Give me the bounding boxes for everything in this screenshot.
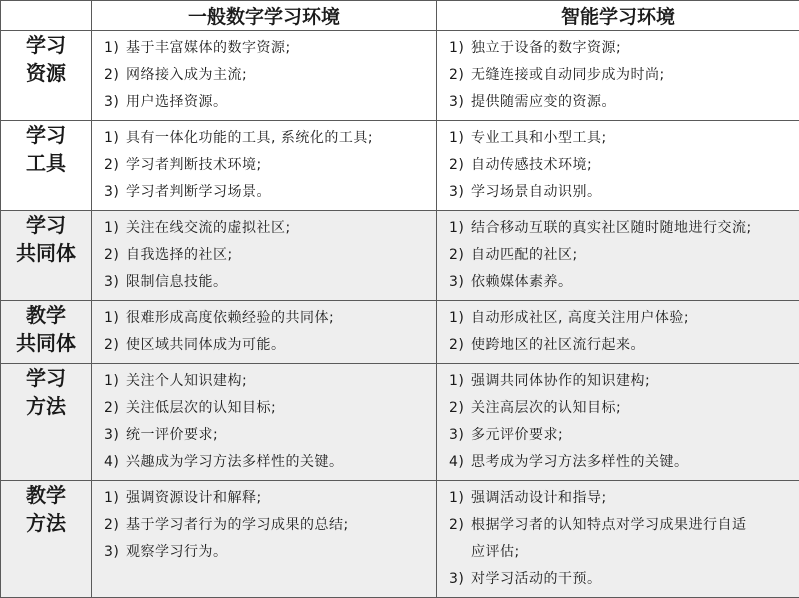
row-label	[1, 121, 92, 211]
list-item	[449, 332, 799, 359]
item-text-continued: 应评估;	[449, 539, 799, 566]
row-label-line: 学习	[1, 211, 91, 239]
item-text: 学习场景自动识别。	[471, 184, 602, 200]
list-item	[104, 305, 436, 332]
item-number: 3)	[104, 89, 126, 116]
table-row	[1, 31, 799, 121]
row-label	[1, 211, 92, 301]
list-item	[449, 395, 799, 422]
item-number: 3)	[449, 422, 471, 449]
row-label-line: 工具	[1, 149, 91, 177]
list-item	[449, 269, 799, 296]
list-item	[104, 179, 436, 206]
item-number: 3)	[449, 89, 471, 116]
list-item	[449, 566, 799, 593]
item-text: 很难形成高度依赖经验的共同体;	[126, 310, 334, 326]
item-text: 自动形成社区, 高度关注用户体验;	[471, 310, 689, 326]
list-item	[449, 449, 799, 476]
list-item	[104, 512, 436, 539]
list-item	[449, 305, 799, 332]
smart-cell	[437, 211, 799, 301]
general-list	[92, 364, 436, 480]
general-list	[92, 481, 436, 570]
smart-cell	[437, 301, 799, 364]
row-label	[1, 481, 92, 598]
row-label-line: 共同体	[1, 239, 91, 267]
item-text: 结合移动互联的真实社区随时随地进行交流;	[471, 220, 752, 236]
item-number: 1)	[104, 305, 126, 332]
item-text: 统一评价要求;	[126, 427, 218, 443]
item-number: 2)	[449, 62, 471, 89]
item-text: 自动传感技术环境;	[471, 157, 592, 173]
item-text: 专业工具和小型工具;	[471, 130, 607, 146]
smart-cell	[437, 481, 799, 598]
smart-list	[437, 211, 799, 300]
list-item	[449, 62, 799, 89]
list-item	[104, 332, 436, 359]
list-item	[104, 242, 436, 269]
smart-cell	[437, 121, 799, 211]
list-item	[104, 422, 436, 449]
item-text: 兴趣成为学习方法多样性的关键。	[126, 454, 344, 470]
general-cell	[92, 121, 437, 211]
table-row	[1, 211, 799, 301]
item-text: 根据学习者的认知特点对学习成果进行自适	[471, 517, 747, 533]
item-number: 2)	[449, 395, 471, 422]
item-number: 3)	[449, 269, 471, 296]
smart-list	[437, 121, 799, 210]
header-row	[1, 1, 799, 31]
list-item	[104, 449, 436, 476]
item-number: 2)	[104, 152, 126, 179]
row-label-line: 方法	[1, 392, 91, 420]
row-label-line: 共同体	[1, 329, 91, 357]
item-number: 4)	[104, 449, 126, 476]
row-label-line: 教学	[1, 301, 91, 329]
list-item	[449, 215, 799, 242]
table-row	[1, 481, 799, 598]
item-number: 1)	[104, 368, 126, 395]
smart-list	[437, 481, 799, 597]
item-number: 2)	[449, 242, 471, 269]
item-number: 1)	[449, 125, 471, 152]
item-text: 关注低层次的认知目标;	[126, 400, 276, 416]
table-row	[1, 121, 799, 211]
item-text: 提供随需应变的资源。	[471, 94, 616, 110]
list-item	[104, 269, 436, 296]
item-text: 强调共同体协作的知识建构;	[471, 373, 650, 389]
item-text: 思考成为学习方法多样性的关键。	[471, 454, 689, 470]
item-text: 多元评价要求;	[471, 427, 563, 443]
table-row	[1, 301, 799, 364]
item-number: 2)	[104, 512, 126, 539]
item-number: 1)	[104, 125, 126, 152]
item-text: 基于学习者行为的学习成果的总结;	[126, 517, 349, 533]
item-number: 2)	[104, 395, 126, 422]
item-text: 强调资源设计和解释;	[126, 490, 262, 506]
smart-list	[437, 31, 799, 120]
list-item	[104, 395, 436, 422]
row-label	[1, 364, 92, 481]
row-label-line: 学习	[1, 121, 91, 149]
item-text: 观察学习行为。	[126, 544, 228, 560]
list-item	[104, 368, 436, 395]
item-number: 2)	[104, 332, 126, 359]
item-number: 4)	[449, 449, 471, 476]
row-label	[1, 301, 92, 364]
general-list	[92, 31, 436, 120]
general-cell	[92, 364, 437, 481]
item-text: 自动匹配的社区;	[471, 247, 578, 263]
item-number: 3)	[104, 179, 126, 206]
item-text: 学习者判断学习场景。	[126, 184, 271, 200]
list-item	[104, 215, 436, 242]
header-general: 一般数字学习环境	[92, 1, 437, 31]
row-label-line: 资源	[1, 59, 91, 87]
item-text: 学习者判断技术环境;	[126, 157, 262, 173]
list-item	[449, 242, 799, 269]
list-item	[449, 35, 799, 62]
item-text: 网络接入成为主流;	[126, 67, 247, 83]
general-cell	[92, 301, 437, 364]
list-item	[449, 368, 799, 395]
item-number: 3)	[449, 179, 471, 206]
general-list	[92, 211, 436, 300]
list-item	[449, 152, 799, 179]
smart-list	[437, 301, 799, 363]
list-item	[104, 62, 436, 89]
row-label-line: 学习	[1, 364, 91, 392]
corner-cell	[1, 1, 92, 31]
list-item	[104, 89, 436, 116]
item-text: 限制信息技能。	[126, 274, 228, 290]
general-list	[92, 121, 436, 210]
item-number: 3)	[104, 422, 126, 449]
item-number: 1)	[449, 305, 471, 332]
item-text: 基于丰富媒体的数字资源;	[126, 40, 291, 56]
smart-list	[437, 364, 799, 480]
item-text: 使区域共同体成为可能。	[126, 337, 286, 353]
general-list	[92, 301, 436, 363]
item-number: 2)	[449, 512, 471, 539]
item-text: 对学习活动的干预。	[471, 571, 602, 587]
general-cell	[92, 211, 437, 301]
item-number: 1)	[449, 215, 471, 242]
list-item	[449, 422, 799, 449]
row-label-line: 教学	[1, 481, 91, 509]
item-text: 关注个人知识建构;	[126, 373, 247, 389]
list-item	[104, 35, 436, 62]
item-text: 独立于设备的数字资源;	[471, 40, 621, 56]
item-number: 1)	[104, 35, 126, 62]
list-item	[449, 512, 799, 566]
table-row	[1, 364, 799, 481]
item-number: 1)	[104, 215, 126, 242]
item-number: 2)	[104, 62, 126, 89]
item-number: 2)	[104, 242, 126, 269]
item-text: 关注在线交流的虚拟社区;	[126, 220, 291, 236]
smart-cell	[437, 364, 799, 481]
general-cell	[92, 31, 437, 121]
item-text: 用户选择资源。	[126, 94, 228, 110]
item-number: 1)	[104, 485, 126, 512]
row-label-line: 学习	[1, 31, 91, 59]
list-item	[449, 485, 799, 512]
item-text: 具有一体化功能的工具, 系统化的工具;	[126, 130, 373, 146]
list-item	[104, 485, 436, 512]
header-smart: 智能学习环境	[437, 1, 799, 31]
item-text: 关注高层次的认知目标;	[471, 400, 621, 416]
row-label-line: 方法	[1, 509, 91, 537]
list-item	[104, 539, 436, 566]
general-cell	[92, 481, 437, 598]
item-text: 无缝连接或自动同步成为时尚;	[471, 67, 665, 83]
item-number: 1)	[449, 368, 471, 395]
list-item	[104, 152, 436, 179]
item-number: 3)	[449, 566, 471, 593]
item-number: 3)	[104, 269, 126, 296]
item-text: 自我选择的社区;	[126, 247, 233, 263]
item-text: 依赖媒体素养。	[471, 274, 573, 290]
item-number: 3)	[104, 539, 126, 566]
item-text: 使跨地区的社区流行起来。	[471, 337, 645, 353]
list-item	[449, 125, 799, 152]
row-label	[1, 31, 92, 121]
item-number: 1)	[449, 485, 471, 512]
list-item	[449, 89, 799, 116]
item-number: 2)	[449, 332, 471, 359]
item-number: 2)	[449, 152, 471, 179]
smart-cell	[437, 31, 799, 121]
list-item	[449, 179, 799, 206]
item-text: 强调活动设计和指导;	[471, 490, 607, 506]
list-item	[104, 125, 436, 152]
item-number: 1)	[449, 35, 471, 62]
